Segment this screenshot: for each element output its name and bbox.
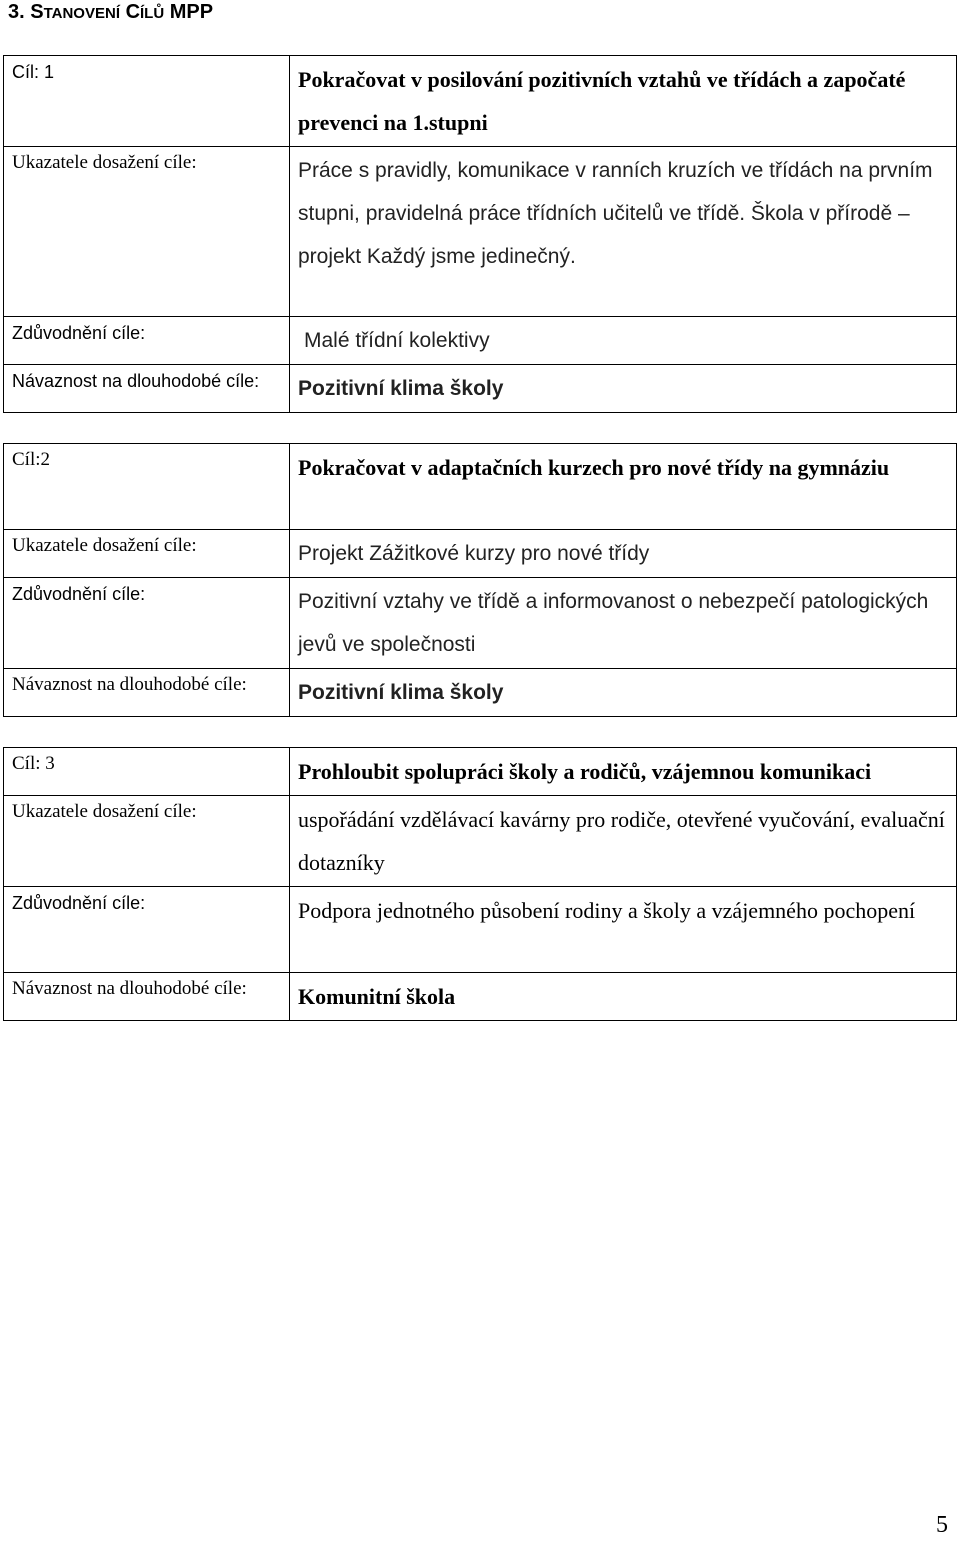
table-row bbox=[4, 578, 957, 669]
table-row bbox=[4, 56, 957, 147]
justification-label: Zdůvodnění cíle: bbox=[4, 578, 290, 669]
justification-label: Zdůvodnění cíle: bbox=[4, 317, 290, 365]
section-heading bbox=[8, 0, 213, 26]
indicators-text: uspořádání vzdělávací kavárny pro rodiče, otevřené vyučování, evaluační dotazníky bbox=[290, 796, 957, 887]
goal-text: Prohloubit spolupráci školy a rodičů, vzájemnou komunikaci bbox=[290, 748, 957, 796]
goal-text: Pokračovat v posilování pozitivních vztahů ve třídách a započaté prevenci na 1.stupni bbox=[290, 56, 957, 147]
table-row bbox=[4, 669, 957, 717]
goal-label: Cíl: 1 bbox=[4, 56, 290, 147]
goal-table-3 bbox=[3, 747, 957, 1021]
table-row bbox=[4, 365, 957, 413]
heading-letter: S bbox=[30, 1, 44, 23]
table-row bbox=[4, 147, 957, 317]
goal-label: Cíl: 3 bbox=[4, 748, 290, 796]
indicators-text: Projekt Zážitkové kurzy pro nové třídy bbox=[290, 530, 957, 578]
goal-table-1 bbox=[3, 55, 957, 413]
page-number: 5 bbox=[936, 1512, 948, 1538]
continuity-text: Komunitní škola bbox=[290, 973, 957, 1021]
justification-label: Zdůvodnění cíle: bbox=[4, 887, 290, 973]
indicators-label: Ukazatele dosažení cíle: bbox=[4, 530, 290, 578]
goal-text: Pokračovat v adaptačních kurzech pro nové třídy na gymnáziu bbox=[290, 444, 957, 530]
indicators-label: Ukazatele dosažení cíle: bbox=[4, 796, 290, 887]
table-row bbox=[4, 887, 957, 973]
indicators-label: Ukazatele dosažení cíle: bbox=[4, 147, 290, 317]
continuity-label: Návaznost na dlouhodobé cíle: bbox=[4, 669, 290, 717]
continuity-label: Návaznost na dlouhodobé cíle: bbox=[4, 973, 290, 1021]
heading-number: 3. bbox=[8, 1, 25, 23]
heading-word2: ÍLŮ bbox=[140, 5, 165, 22]
justification-text: Podpora jednotného působení rodiny a školy a vzájemného pochopení bbox=[290, 887, 957, 973]
continuity-text: Pozitivní klima školy bbox=[290, 365, 957, 413]
table-row bbox=[4, 796, 957, 887]
table-row bbox=[4, 530, 957, 578]
table-row bbox=[4, 973, 957, 1021]
goal-table-2 bbox=[3, 443, 957, 717]
goal-label: Cíl:2 bbox=[4, 444, 290, 530]
table-row bbox=[4, 444, 957, 530]
continuity-label: Návaznost na dlouhodobé cíle: bbox=[4, 365, 290, 413]
heading-suffix: MPP bbox=[169, 1, 214, 23]
continuity-text: Pozitivní klima školy bbox=[290, 669, 957, 717]
indicators-text: Práce s pravidly, komunikace v ranních kruzích ve třídách na prvním stupni, pravidelná práce třídních učitelů ve třídě. Škola v přírodě – projekt Každý jsme jedinečný. bbox=[290, 147, 957, 317]
heading-letter2: C bbox=[125, 1, 141, 23]
heading-word1: TANOVENÍ bbox=[43, 5, 120, 22]
table-row bbox=[4, 748, 957, 796]
justification-text: Pozitivní vztahy ve třídě a informovanost o nebezpečí patologických jevů ve společnosti bbox=[290, 578, 957, 669]
justification-text: Malé třídní kolektivy bbox=[290, 317, 957, 365]
table-row bbox=[4, 317, 957, 365]
